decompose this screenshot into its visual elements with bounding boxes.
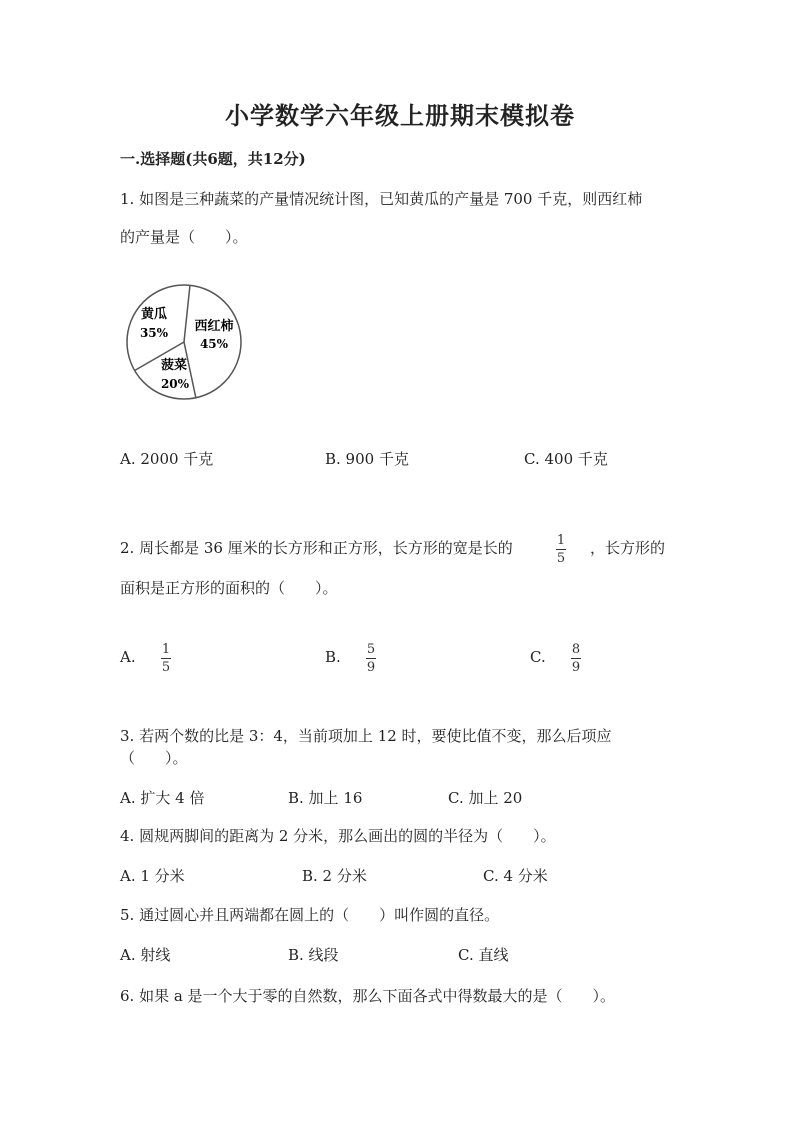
q2-fraction-denominator: 5 — [556, 551, 566, 566]
q3-option-c[interactable]: C. 加上 20 — [448, 789, 523, 807]
q5-option-c[interactable]: C. 直线 — [458, 946, 509, 964]
section-heading: 一.选择题(共6题，共12分) — [120, 150, 306, 168]
question-2-line-1-end: ，长方形的 — [590, 539, 666, 557]
q3-option-b[interactable]: B. 加上 16 — [288, 789, 363, 807]
q1-option-c[interactable]: C. 400 千克 — [524, 450, 608, 468]
q2-option-a-denominator: 5 — [161, 660, 171, 675]
question-4-line-1: 4. 圆规两脚间的距离为 2 分米，那么画出的圆的半径为（ ）。 — [120, 827, 556, 845]
q2-option-b-fraction[interactable] — [366, 642, 376, 675]
q3-option-a[interactable]: A. 扩大 4 倍 — [120, 789, 205, 807]
pie-percent-cucumber: 35% — [139, 326, 169, 340]
q2-option-b-label[interactable]: B. — [325, 648, 341, 666]
question-5-line-1: 5. 通过圆心并且两端都在圆上的（ ）叫作圆的直径。 — [120, 906, 500, 924]
pie-percent-spinach: 20% — [160, 377, 190, 391]
question-2-line-1: 2. 周长都是 36 厘米的长方形和正方形，长方形的宽是长的 — [120, 539, 513, 557]
q2-option-b-numerator: 5 — [366, 642, 376, 657]
q2-option-c-numerator: 8 — [571, 642, 581, 657]
q5-option-a[interactable]: A. 射线 — [120, 946, 171, 964]
question-1-line-2: 的产量是（ ）。 — [120, 228, 248, 246]
pie-label-cucumber: 黄瓜 — [140, 307, 168, 322]
question-2-line-2: 面积是正方形的面积的（ ）。 — [120, 579, 338, 597]
page-title: 小学数学六年级上册期末模拟卷 — [225, 101, 575, 130]
pie-chart — [120, 280, 250, 404]
question-3-line-1: 3. 若两个数的比是 3：4，当前项加上 12 时，要使比值不变，那么后项应 — [120, 727, 612, 745]
q2-fraction-numerator: 1 — [556, 533, 566, 548]
q4-option-b[interactable]: B. 2 分米 — [302, 867, 367, 885]
pie-percent-tomato: 45% — [199, 337, 229, 351]
fraction-bar — [161, 658, 171, 659]
q2-option-a-numerator: 1 — [161, 642, 171, 657]
fraction-bar — [366, 658, 376, 659]
q2-option-c-label[interactable]: C. — [530, 648, 546, 666]
q2-option-c-fraction[interactable] — [571, 642, 581, 675]
q2-option-c-denominator: 9 — [571, 660, 581, 675]
pie-label-spinach: 菠菜 — [160, 358, 188, 373]
q4-option-a[interactable]: A. 1 分米 — [120, 867, 185, 885]
pie-label-tomato: 西红柿 — [194, 319, 234, 334]
q1-option-b[interactable]: B. 900 千克 — [325, 450, 409, 468]
fraction-bar — [571, 658, 581, 659]
q1-option-a[interactable]: A. 2000 千克 — [120, 450, 214, 468]
q2-fraction — [556, 533, 566, 566]
fraction-bar — [556, 549, 566, 550]
q5-option-b[interactable]: B. 线段 — [288, 946, 339, 964]
q4-option-c[interactable]: C. 4 分米 — [483, 867, 548, 885]
q2-option-a-fraction[interactable] — [161, 642, 171, 675]
q2-option-a-label[interactable]: A. — [120, 648, 136, 666]
question-3-line-2: （ ）。 — [120, 749, 188, 767]
question-6-line-1: 6. 如果 a 是一个大于零的自然数，那么下面各式中得数最大的是（ ）。 — [120, 987, 616, 1005]
q2-option-b-denominator: 9 — [366, 660, 376, 675]
question-1-line-1: 1. 如图是三种蔬菜的产量情况统计图，已知黄瓜的产量是 700 千克，则西红柿 — [120, 190, 643, 208]
